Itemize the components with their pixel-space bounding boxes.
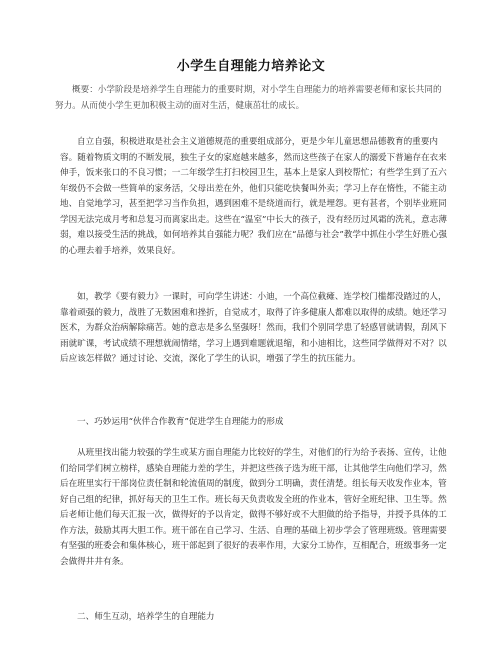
paragraph-2-text: 如，教学《要有毅力》一课时，可向学生讲述：小迪，一个高位截瘫、连学校门槛都没踏过的人，靠着顽强的毅力，战胜了无数困难和挫折，自觉成才，取得了许多健康人都难以取得的成绩。她还学习医术，为群众治病解除痛苦。她的意志是多么坚强呀！然而，我们个别同学患了轻感冒就请假，刮风下雨就旷课，考试成绩不理想就闹情绪，学习上遇到难题就退缩，和小迪相比，这些同学做得对不对？以后应该怎样做？通过讨论、交流，深化了学生的认识，增强了学生的抗压能力。 (60, 292, 447, 364)
document-title: 小学生自理能力培养论文 (176, 59, 326, 74)
paragraph-1 (60, 135, 452, 259)
section-1-heading (60, 415, 452, 431)
abstract-text: 概要：小学阶段是培养学生自理能力的重要时期，对小学生自理能力的培养需要老师和家长共同的努力。从而使小学生更加积极主动的面对生活，健康茁壮的成长。 (55, 85, 442, 111)
abstract (55, 83, 450, 114)
section-1-body-text: 从班里找出能力较强的学生或某方面自理能力比较好的学生，对他们的行为给予表扬、宣传，让他们给同学们树立榜样，感染自理能力差的学生，并把这些孩子选为班干部，让其他学生向他们学习，然后在班里实行干部岗位责任制和轮流值周的制度，做到分工明确，责任清楚。组长每天收发作业本，管好自己组的纪律，抓好每天的卫生工作。班长每天负责收发全班的作业本，管好全班纪律、卫生等。然后老师让他们每天汇报一次，做得好的予以肯定，做得不够好或不大胆做的给予指导，并授予具体的工作方法，鼓励其再大胆工作。班干部在自己学习、生活、自理的基础上初步学会了管理班级。管理需要有坚强的班委会和集体核心，班干部起到了很好的表率作用，大家分工协作，互相配合，班级事务一定会做得井井有条。 (60, 448, 447, 567)
section-1-body (60, 446, 452, 570)
section-1-heading-text: 一、巧妙运用“伙伴合作教育”促进学生自理能力的形成 (77, 417, 284, 427)
section-2-heading-text: 二、师生互动，培养学生的自理能力 (77, 612, 215, 622)
paragraph-2 (60, 290, 452, 368)
paragraph-1-text: 自立自强，积极进取是社会主义道德规范的重要组成部分，更是少年儿童思想品德教育的重要内容。随着物质文明的不断发展，独生子女的家庭越来越多，然而这些孩子在家人的溺爱下普遍存在衣来伸手，饭来张口的不良习惯；一二年级学生打扫校园卫生，基本上是家人到校帮忙；有些学生到了五六年级仍不会做一些简单的家务活，父母出差在外，他们只能吃快餐叫外卖；学习上存在惰性，不能主动地、自觉地学习，甚至把学习当作负担，遇到困难不是绕道而行，就是埋怨。更有甚者，个别毕业班同学因无法完成月考和总复习而离家出走。这些在“温室”中长大的孩子，没有经历过风霜的洗礼，意志薄弱，难以接受生活的挑战，如何培养其自强能力呢？我们应在“品德与社会”教学中抓住小学生好胜心强的心理去着手培养，效果良好。 (60, 137, 447, 256)
section-2-heading (60, 610, 452, 626)
